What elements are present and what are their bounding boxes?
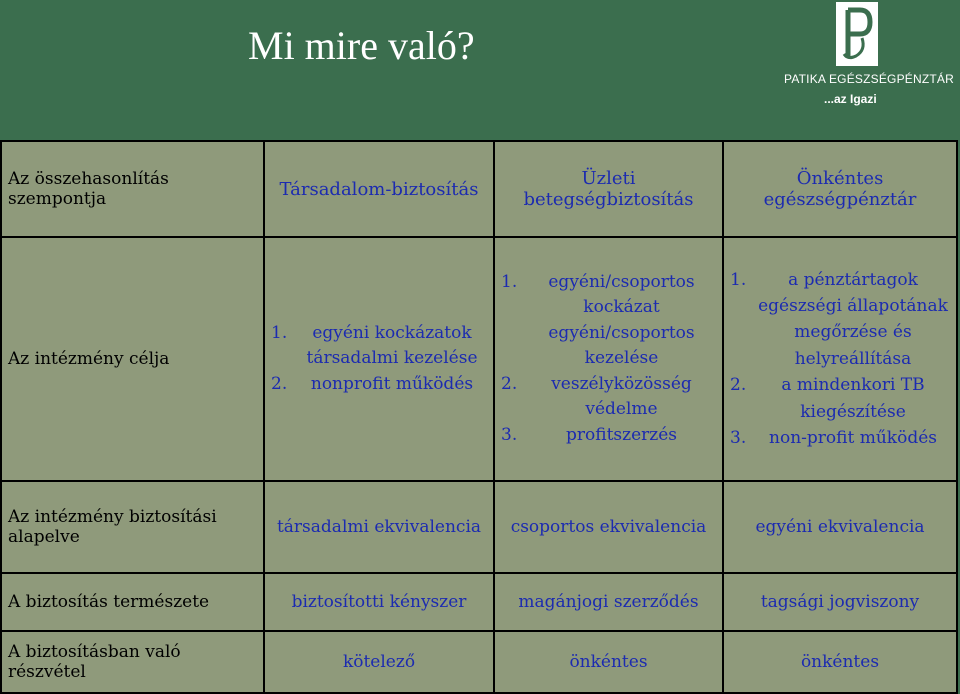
cell-purpose-fund [723, 237, 957, 481]
cell-principle-social: társadalmi ekvivalencia [264, 481, 494, 573]
row-label-participation: A biztosításban való részvétel [1, 631, 264, 693]
list-item: 2. a mindenkori TB kiegészítése [730, 375, 925, 422]
list-item: 2. nonprofit működés [271, 373, 474, 394]
table-row [1, 237, 957, 481]
logo-brand: PATIKA EGÉSZSÉGPÉNZTÁR [784, 72, 954, 86]
header [0, 0, 960, 140]
cell-principle-fund: egyéni ekvivalencia [723, 481, 957, 573]
cell-purpose-social [264, 237, 494, 481]
cell-participation-social: kötelező [264, 631, 494, 693]
cell-participation-commercial: önkéntes [494, 631, 723, 693]
logo [778, 0, 960, 112]
column-header-health-fund: Önkéntes egészségpénztár [723, 141, 957, 237]
row-label-principle: Az intézmény biztosítási alapelve [1, 481, 264, 573]
list-item: 3. profitszerzés [501, 424, 678, 445]
row-label-purpose: Az intézmény célja [1, 237, 264, 481]
row-label-nature: A biztosítás természete [1, 573, 264, 631]
comparison-table [0, 140, 958, 694]
table-row [1, 631, 957, 693]
list-item: 3. non-profit működés [730, 427, 937, 448]
logo-tagline: ...az Igazi [824, 92, 877, 106]
pharmacy-p-logo-icon [836, 2, 878, 66]
column-header-commercial-insurance: Üzleti betegségbiztosítás [494, 141, 723, 237]
page-title: Mi mire való? [248, 23, 475, 68]
cell-nature-social: biztosítotti kényszer [264, 573, 494, 631]
table-row [1, 481, 957, 573]
cell-nature-fund: tagsági jogviszony [723, 573, 957, 631]
list-item: 1. egyéni/csoportos kockázat egyéni/csoportos kezelése [501, 271, 695, 369]
cell-principle-commercial: csoportos ekvivalencia [494, 481, 723, 573]
column-header-social-insurance: Társadalom-biztosítás [264, 141, 494, 237]
list-item: 1. a pénztártagok egészségi állapotának megőrzése és helyreállítása [730, 269, 948, 369]
column-header-aspect: Az összehasonlítás szempontja [1, 141, 264, 237]
cell-participation-fund: önkéntes [723, 631, 957, 693]
cell-nature-commercial: magánjogi szerződés [494, 573, 723, 631]
table-header-row [1, 141, 957, 237]
list-item: 1. egyéni kockázatok társadalmi kezelése [271, 322, 478, 369]
list-item: 2. veszélyközösség védelme [501, 373, 692, 420]
table-row [1, 573, 957, 631]
cell-purpose-commercial [494, 237, 723, 481]
